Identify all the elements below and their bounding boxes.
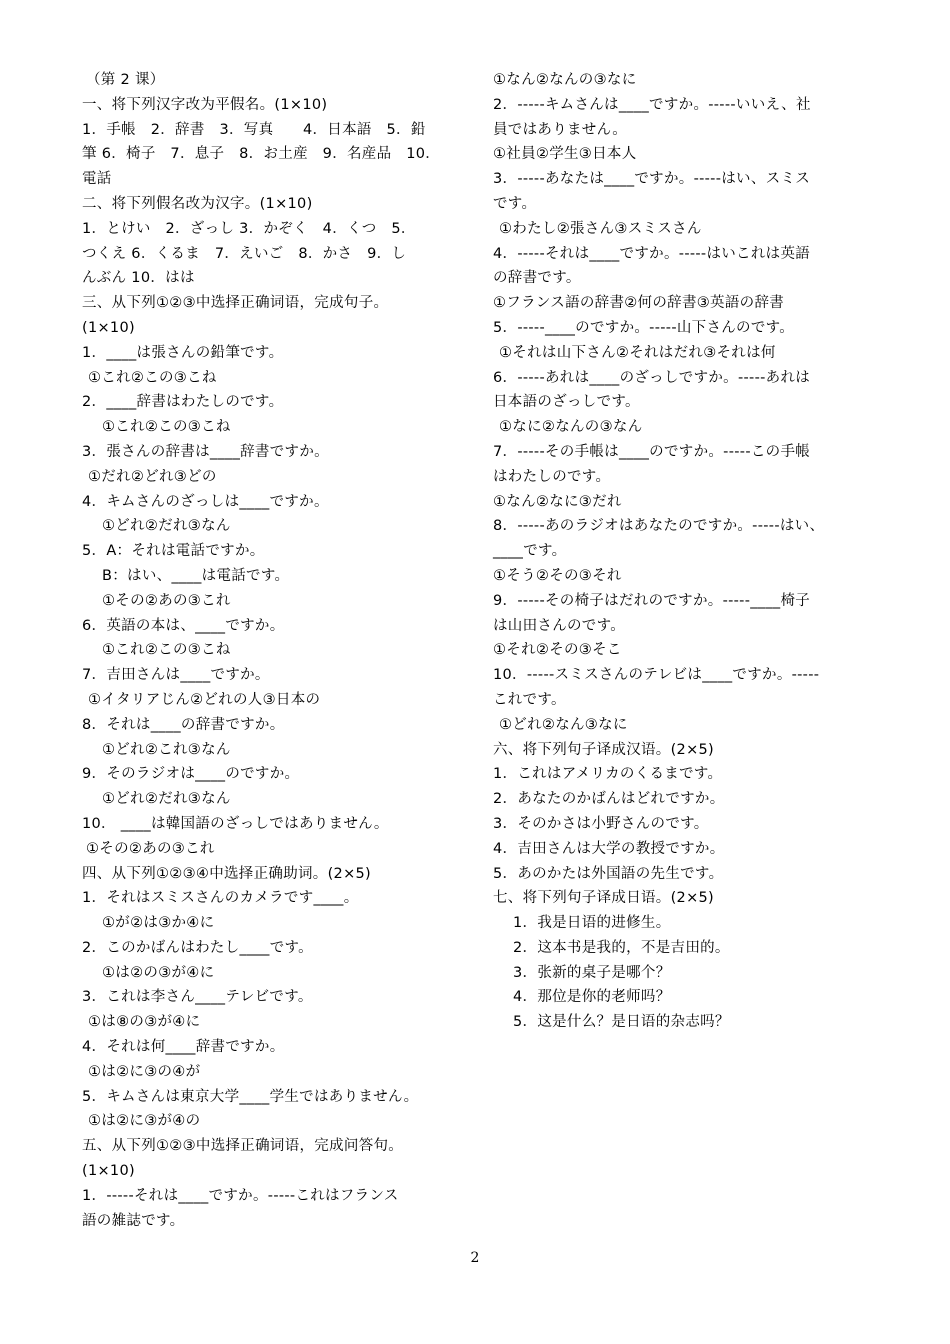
left-column-line: ①その②あの③これ xyxy=(102,592,231,609)
left-column-line: ①は②に③が④の xyxy=(88,1113,201,1130)
left-column-line: 4．キムさんのざっしは____ですか。 xyxy=(82,493,329,510)
left-column-line: ①どれ②だれ③なん xyxy=(102,518,231,535)
left-column-line: 1．____は張さんの鉛筆です。 xyxy=(82,344,284,361)
right-column-line: ①なん②なに③だれ xyxy=(493,493,622,510)
left-column-line: 9．そのラジオは____のですか。 xyxy=(82,766,300,783)
right-column-line: 4．吉田さんは大学の教授ですか。 xyxy=(493,840,725,857)
left-column-line: 3．これは李さん____テレビです。 xyxy=(82,989,313,1006)
left-column-line: んぶん 10．はは xyxy=(82,270,195,287)
page-number: 2 xyxy=(470,1250,480,1266)
right-column-line: 1．我是日语的进修生。 xyxy=(513,915,671,932)
left-column-line: 10． ____は韓国語のざっしではありません。 xyxy=(82,815,389,832)
left-column-line: （第 2 课） xyxy=(86,72,165,88)
left-column-line: 電話 xyxy=(82,171,112,188)
left-column-line: 3．張さんの辞書は____辞書ですか。 xyxy=(82,443,329,460)
right-column-line: ①どれ②なん③なに xyxy=(499,716,628,733)
left-column-line: 8．それは____の辞書ですか。 xyxy=(82,716,285,733)
right-column-line: 七、将下列句子译成日语。(2×5) xyxy=(493,890,715,907)
right-column-line: 5．あのかたは外国語の先生です。 xyxy=(493,865,724,882)
right-column-line: 3．-----あなたは____ですか。-----はい、スミス xyxy=(493,171,811,188)
right-column-line: 六、将下列句子译成汉语。(2×5) xyxy=(493,741,715,758)
right-column-line: 2．-----キムさんは____ですか。-----いいえ、社 xyxy=(493,96,811,113)
left-column-line: 四、从下列①②③④中选择正确助词。(2×5) xyxy=(82,865,372,882)
left-column-line: 1．-----それは____ですか。-----これはフランス xyxy=(82,1187,399,1204)
left-column-line: (1×10) xyxy=(82,1163,135,1180)
left-column-line: ①は②に③の④が xyxy=(88,1063,201,1080)
right-column-line: 2．あなたのかばんはどれですか。 xyxy=(493,791,725,808)
right-column-line: です。 xyxy=(493,195,537,212)
left-column-line: 二、将下列假名改为汉字。(1×10) xyxy=(82,195,313,212)
left-column-line: 1．とけい 2．ざっし 3．かぞく 4．くつ 5． xyxy=(82,220,416,237)
left-column-line: ①その②あの③これ xyxy=(86,840,215,857)
left-column-line: 5．キムさんは東京大学____学生ではありません。 xyxy=(82,1088,419,1105)
right-column-line: 6．-----あれは____のざっしですか。-----あれは xyxy=(493,369,811,386)
left-column-line: 5．A：それは電話ですか。 xyxy=(82,543,265,560)
left-column xyxy=(82,68,460,1233)
right-column xyxy=(493,68,873,1035)
right-column-line: 日本語のざっしです。 xyxy=(493,394,640,411)
right-column-line: の辞書です。 xyxy=(493,270,581,287)
right-column-line: 員ではありません。 xyxy=(493,121,628,138)
right-column-line: 4．那位是你的老师吗？ xyxy=(513,989,671,1006)
right-column-line: 5．这是什么？是日语的杂志吗？ xyxy=(513,1014,730,1031)
left-column-line: 一、将下列汉字改为平假名。(1×10) xyxy=(82,96,328,113)
right-column-line: は山田さんのです。 xyxy=(493,617,626,634)
left-column-line: ①どれ②これ③なん xyxy=(102,741,231,758)
left-column-line: B：はい、____は電話です。 xyxy=(102,567,290,584)
left-column-line: 7．吉田さんは____ですか。 xyxy=(82,667,270,684)
left-column-line: 2．このかばんはわたし____です。 xyxy=(82,939,313,956)
right-column-line: ①それは山下さん②それはだれ③それは何 xyxy=(499,344,776,361)
left-column-line: ①が②は③か④に xyxy=(102,915,215,932)
right-column-line: これです。 xyxy=(493,691,566,708)
right-column-line: ①なん②なんの③なに xyxy=(493,72,637,88)
left-column-line: ①これ②この③こね xyxy=(102,642,231,659)
right-column-line: 10．-----スミスさんのテレビは____ですか。----- xyxy=(493,667,820,684)
left-column-line: 6．英語の本は、____ですか。 xyxy=(82,617,285,634)
right-column-line: ____です。 xyxy=(493,543,567,560)
right-column-line: ①フランス語の辞書②何の辞書③英語の辞書 xyxy=(493,295,785,312)
right-column-line: ①そう②その③それ xyxy=(493,567,622,584)
right-column-line: 9．-----その椅子はだれのですか。-----____椅子 xyxy=(493,592,811,609)
right-column-line: ①なに②なんの③なん xyxy=(499,419,643,436)
left-column-line: ①これ②この③こね xyxy=(88,369,217,386)
left-column-line: (1×10) xyxy=(82,319,135,336)
left-column-line: ①だれ②どれ③どの xyxy=(88,468,217,485)
left-column-line: つくえ 6．くるま 7．えいご 8．かさ 9．し xyxy=(82,245,407,262)
right-column-line: 3．そのかさは小野さんのです。 xyxy=(493,815,709,832)
left-column-line: 筆 6．椅子 7．息子 8．お土産 9．名産品 10． xyxy=(82,146,441,163)
left-column-line: 1．それはスミスさんのカメラです____。 xyxy=(82,890,359,907)
left-column-line: 五、从下列①②③中选择正确词语，完成问答句。 xyxy=(82,1138,404,1155)
right-column-line: ①それ②その③そこ xyxy=(493,642,622,659)
left-column-line: ①は⑧の③が④に xyxy=(88,1014,201,1031)
right-column-line: ①わたし②張さん③スミスさん xyxy=(499,220,702,237)
right-column-line: 7．-----その手帳は____のですか。-----この手帳 xyxy=(493,443,811,460)
left-column-line: ①これ②この③こね xyxy=(102,419,231,436)
left-column-line: ①イタリアじん②どれの人③日本の xyxy=(88,691,321,708)
left-column-line: 三、从下列①②③中选择正确词语，完成句子。 xyxy=(82,295,389,312)
left-column-line: 1．手帳 2．辞書 3．写真 4．日本語 5．鉛 xyxy=(82,121,426,138)
right-column-line: 8．-----あのラジオはあなたのですか。-----はい、 xyxy=(493,518,825,535)
right-column-line: 5．-----____のですか。-----山下さんのです。 xyxy=(493,319,795,336)
right-column-line: 4．-----それは____ですか。-----はいこれは英語 xyxy=(493,245,811,262)
left-column-line: ①どれ②だれ③なん xyxy=(102,791,231,808)
left-column-line: ①は②の③が④に xyxy=(102,964,215,981)
right-column-line: 1．これはアメリカのくるまです。 xyxy=(493,766,723,783)
right-column-line: 3．张新的桌子是哪个？ xyxy=(513,964,671,981)
right-column-line: 2．这本书是我的，不是吉田的。 xyxy=(513,939,730,956)
right-column-line: はわたしのです。 xyxy=(493,468,611,485)
right-column-line: ①社員②学生③日本人 xyxy=(493,146,637,163)
left-column-line: 4．それは何____辞書ですか。 xyxy=(82,1039,285,1056)
left-column-line: 語の雑誌です。 xyxy=(82,1212,185,1229)
left-column-line: 2．____辞書はわたしのです。 xyxy=(82,394,284,411)
